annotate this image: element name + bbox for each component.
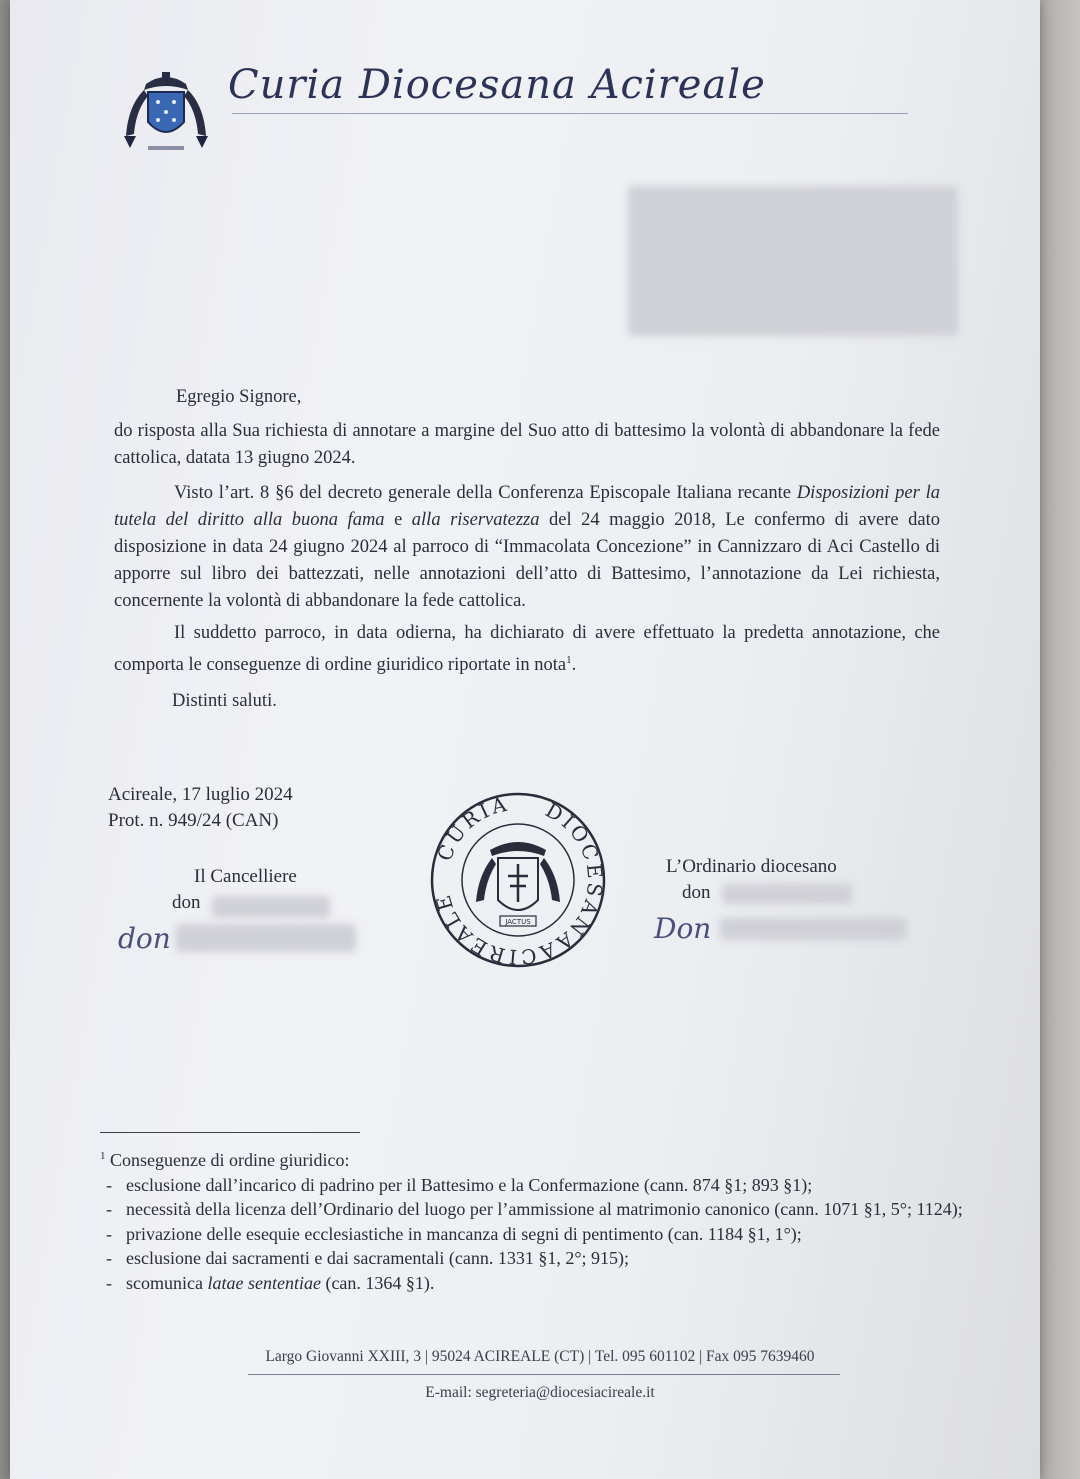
salutation: Egregio Signore, [176, 387, 302, 407]
redacted-chancellor-signature [176, 924, 356, 952]
chancellor-handwritten: don [118, 922, 171, 955]
coat-of-arms-icon [118, 66, 214, 162]
footnote-title-text: Conseguenze di ordine giuridico: [110, 1150, 350, 1170]
paragraph-2 [114, 480, 940, 615]
list-item [100, 1271, 990, 1296]
seal-top-text: DIOCESANA [541, 797, 608, 957]
letterhead-title: Curia Diocesana Acireale [228, 62, 766, 108]
ordinary-handwritten: Don [654, 912, 712, 945]
ordinary-title: L’Ordinario diocesano [666, 856, 837, 877]
list-item: - privazione delle esequie ecclesiastiche in mancanza di segni di pentimento (can. 1184 §1, 1°); [100, 1222, 990, 1247]
seal-motto: JACTUS [505, 918, 531, 926]
list-item: - necessità della licenza dell’Ordinario del luogo per l’ammissione al matrimonio canonico (cann. 1071 §1, 5°; 1124); [100, 1197, 990, 1222]
footnote-marker: 1 [100, 1150, 106, 1162]
paragraph-3-text: Il suddetto parroco, in data odierna, ha dichiarato di avere effettuato la predetta annotazione, che comporta le conseguenze di ordine giuridico riportate in nota [114, 623, 940, 676]
seal-left-text: CURIA [432, 791, 512, 865]
last-item-italic: latae sententiae [207, 1272, 321, 1293]
paragraph-2-text-c: del 24 maggio 2018, Le confermo di avere dato disposizione in data 24 giugno 2024 al parroco di “Immacolata Concezione” in Cannizzaro di Aci Castello di apporre sul libro dei battezzati, nelle annotazioni dell’atto di Battesimo, l’annotazione da Lei richiesta, concernente la volontà di abbandonare la fede cattolica. [114, 510, 940, 611]
paragraph-3 [114, 620, 940, 679]
redacted-ordinary-name [722, 884, 852, 904]
last-item-text-b: (can. 1364 §1). [320, 1272, 435, 1293]
footnote-list [100, 1173, 990, 1296]
address-rule [248, 1374, 840, 1375]
svg-text:ACIREALE [430, 890, 560, 970]
closing: Distinti saluti. [172, 691, 277, 711]
place-date: Acireale, 17 luglio 2024 [108, 784, 293, 805]
ordinary-don: don [682, 882, 711, 903]
letterhead-rule [232, 113, 908, 114]
protocol-number: Prot. n. 949/24 (CAN) [108, 810, 279, 831]
list-item: - esclusione dall’incarico di padrino per il Battesimo e la Confermazione (cann. 874 §1; 893 §1); [100, 1173, 990, 1198]
paragraph-3-end: . [571, 655, 577, 676]
chancellor-don: don [172, 892, 201, 913]
paragraph-2-text-a: Visto l’art. 8 §6 del decreto generale della Conferenza Episcopale Italiana recante [174, 483, 797, 503]
redacted-chancellor-name [212, 896, 330, 918]
email-line: E-mail: segreteria@diocesiacireale.it [425, 1384, 655, 1401]
paragraph-2-italic-2: alla riservatezza [411, 510, 540, 530]
footnote-block [100, 1144, 990, 1295]
seal-right-text: ACIREALE [430, 889, 559, 970]
address-line: Largo Giovanni XXIII, 3 | 95024 ACIREALE (CT) | Tel. 095 601102 | Fax 095 7639460 [265, 1348, 815, 1365]
paragraph-1: do risposta alla Sua richiesta di annotare a margine del Suo atto di battesimo la volontà di abbandonare la fede cattolica, datata 13 giugno 2024. [114, 421, 940, 468]
diocesan-seal-icon [428, 790, 608, 970]
dateline [108, 782, 293, 834]
list-item: - esclusione dai sacramenti e dai sacramentali (cann. 1331 §1, 2°; 915); [100, 1246, 990, 1271]
chancellor-title: Il Cancelliere [194, 866, 297, 887]
paragraph-2-text-b: e [384, 510, 412, 530]
last-item-text-a: scomunica [126, 1272, 208, 1293]
redacted-ordinary-signature [720, 918, 906, 940]
paragraph-2-italic-1: Disposizioni per la tutela del diritto alla buona fama [114, 483, 941, 530]
footnote-ref: 1 [566, 654, 572, 666]
footnote-rule [100, 1132, 360, 1133]
footnote-title [100, 1144, 990, 1173]
redacted-recipient [628, 186, 958, 336]
